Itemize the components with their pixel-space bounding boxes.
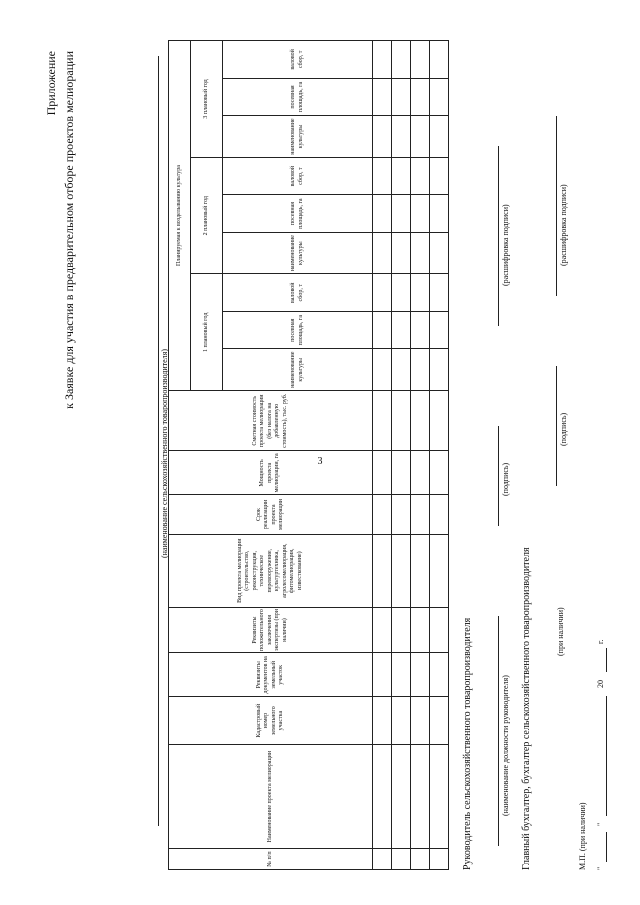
table-cell (373, 495, 392, 535)
header-term: Срок реализации проекта мелиорации (169, 495, 373, 535)
header-capacity: Мощность проекта мелиорации, га (169, 451, 373, 495)
table-cell (392, 534, 411, 607)
accountant-name-line (556, 116, 557, 296)
appendix-subtitle: к Заявке для участия в предварительном отборе проектов мелиорации (62, 51, 76, 409)
table-cell (373, 157, 392, 194)
table-cell (392, 274, 411, 311)
date-year-line (606, 648, 607, 672)
header-year-1: 1 плановый год (191, 274, 223, 391)
table-cell (373, 849, 392, 870)
table-cell (373, 41, 392, 79)
table-cell (430, 534, 449, 607)
table-cell (411, 607, 430, 653)
table-cell (411, 697, 430, 745)
date-quote-open: " (596, 866, 605, 870)
header-year-3: 3 плановый год (191, 41, 223, 158)
head-position-caption: (наименование должности руководителя) (501, 675, 510, 816)
head-position-line (498, 616, 499, 846)
head-sign-line (498, 426, 499, 526)
header-crop-name: наименование культуры (223, 349, 373, 391)
table-cell (373, 195, 392, 232)
table-row (373, 41, 392, 870)
table-cell (411, 495, 430, 535)
table-cell (411, 311, 430, 348)
table-cell (411, 391, 430, 451)
table-cell (392, 157, 411, 194)
table-cell (392, 41, 411, 79)
table-cell (430, 232, 449, 274)
table-cell (411, 745, 430, 849)
table-cell (430, 849, 449, 870)
table-cell (373, 274, 392, 311)
table-cell (392, 607, 411, 653)
table-cell (430, 311, 449, 348)
org-name-caption: (наименование сельскохозяйственного товаропроизводителя) (160, 348, 169, 559)
head-name-line (498, 146, 499, 326)
table-cell (411, 116, 430, 158)
table-cell (430, 195, 449, 232)
table-cell (373, 116, 392, 158)
stamp-label: М.П. (при наличии) (578, 802, 587, 870)
header-crop-yield: валовой сбор, т (223, 157, 373, 194)
table-row (392, 41, 411, 870)
accountant-name-caption: (расшифровка подписи) (559, 184, 568, 266)
accountant-title: Главный бухгалтер, бухгалтер сельскохозяйственного товаропроизводителя (521, 547, 532, 870)
rotated-document (16, 21, 616, 886)
table-cell (392, 745, 411, 849)
org-name-line (158, 56, 159, 826)
table-cell (411, 157, 430, 194)
table-cell (430, 653, 449, 697)
table-cell (411, 41, 430, 79)
header-cadastral: Кадастровый номер земельного участка (169, 697, 373, 745)
table-row (411, 41, 430, 870)
table-cell (411, 78, 430, 115)
table-cell (392, 311, 411, 348)
table-cell (392, 195, 411, 232)
table-cell (392, 78, 411, 115)
table-cell (392, 451, 411, 495)
table-cell (373, 697, 392, 745)
table-cell (392, 653, 411, 697)
table-cell (373, 745, 392, 849)
table-cell (430, 745, 449, 849)
table-cell (392, 849, 411, 870)
header-crop-yield: валовой сбор, т (223, 274, 373, 311)
header-crop-name: наименование культуры (223, 116, 373, 158)
table-cell (411, 195, 430, 232)
table-cell (373, 78, 392, 115)
header-cost: Сметная стоимость проекта мелиорации (без налога на добавленную стоимость), тыс. руб. (169, 391, 373, 451)
date-quote-close: " (596, 822, 605, 826)
head-title: Руководитель сельскохозяйственного товаропроизводителя (462, 617, 473, 870)
header-land-docs: Реквизиты документов на земельный участок (169, 653, 373, 697)
table-cell (411, 232, 430, 274)
table-cell (430, 495, 449, 535)
table-cell (411, 653, 430, 697)
date-year-prefix: 20 (596, 680, 605, 688)
table-cell (373, 391, 392, 451)
table-cell (373, 232, 392, 274)
table-cell (430, 41, 449, 79)
table-cell (411, 534, 430, 607)
table-cell (430, 274, 449, 311)
accountant-sign-caption: (подпись) (559, 412, 568, 446)
header-expertise: Реквизиты положительного заключения экспертизы (при наличии) (169, 607, 373, 653)
table-cell (373, 653, 392, 697)
accountant-note: (при наличии) (556, 607, 565, 656)
table-cell (373, 349, 392, 391)
header-crop-area: посевная площадь, га (223, 195, 373, 232)
table-cell (411, 274, 430, 311)
date-day-line (606, 832, 607, 862)
table-cell (392, 391, 411, 451)
table-cell (430, 349, 449, 391)
date-month-line (606, 696, 607, 816)
table-cell (392, 495, 411, 535)
header-crop-yield: валовой сбор, т (223, 41, 373, 79)
table-cell (411, 849, 430, 870)
header-crop-area: посевная площадь, га (223, 78, 373, 115)
page-number: 3 (317, 456, 323, 467)
appendix-label: Приложение (44, 51, 58, 116)
table-cell (430, 157, 449, 194)
table-cell (373, 451, 392, 495)
table-cell (430, 78, 449, 115)
table-cell (392, 349, 411, 391)
table-cell (373, 607, 392, 653)
table-cell (373, 311, 392, 348)
table-cell (373, 534, 392, 607)
table-cell (430, 607, 449, 653)
header-no: № п/п (169, 849, 373, 870)
projects-table (168, 40, 449, 870)
table-cell (430, 451, 449, 495)
accountant-sign-line (556, 366, 557, 486)
date-suffix: г. (596, 639, 605, 644)
header-year-2: 2 плановый год (191, 157, 223, 274)
header-crop-name: наименование культуры (223, 232, 373, 274)
header-crops: Планируемая к возделыванию культура (169, 41, 191, 391)
table-cell (430, 116, 449, 158)
table-cell (430, 391, 449, 451)
table-cell (411, 349, 430, 391)
table-cell (392, 697, 411, 745)
table-cell (411, 451, 430, 495)
table-cell (392, 232, 411, 274)
head-sign-caption: (подпись) (501, 462, 510, 496)
head-name-caption: (расшифровка подписи) (501, 204, 510, 286)
table-row (430, 41, 449, 870)
table-cell (430, 697, 449, 745)
header-crop-area: посевная площадь, га (223, 311, 373, 348)
header-project-name: Наименование проекта мелиорации (169, 745, 373, 849)
table-cell (392, 116, 411, 158)
table-body (373, 41, 449, 870)
header-project-kind: Вид проекта мелиорации (строительство, реконструкция, техническое перевооружение, культуртехника, агролесомелиорация, фитомелиорация, известкование) (169, 534, 373, 607)
